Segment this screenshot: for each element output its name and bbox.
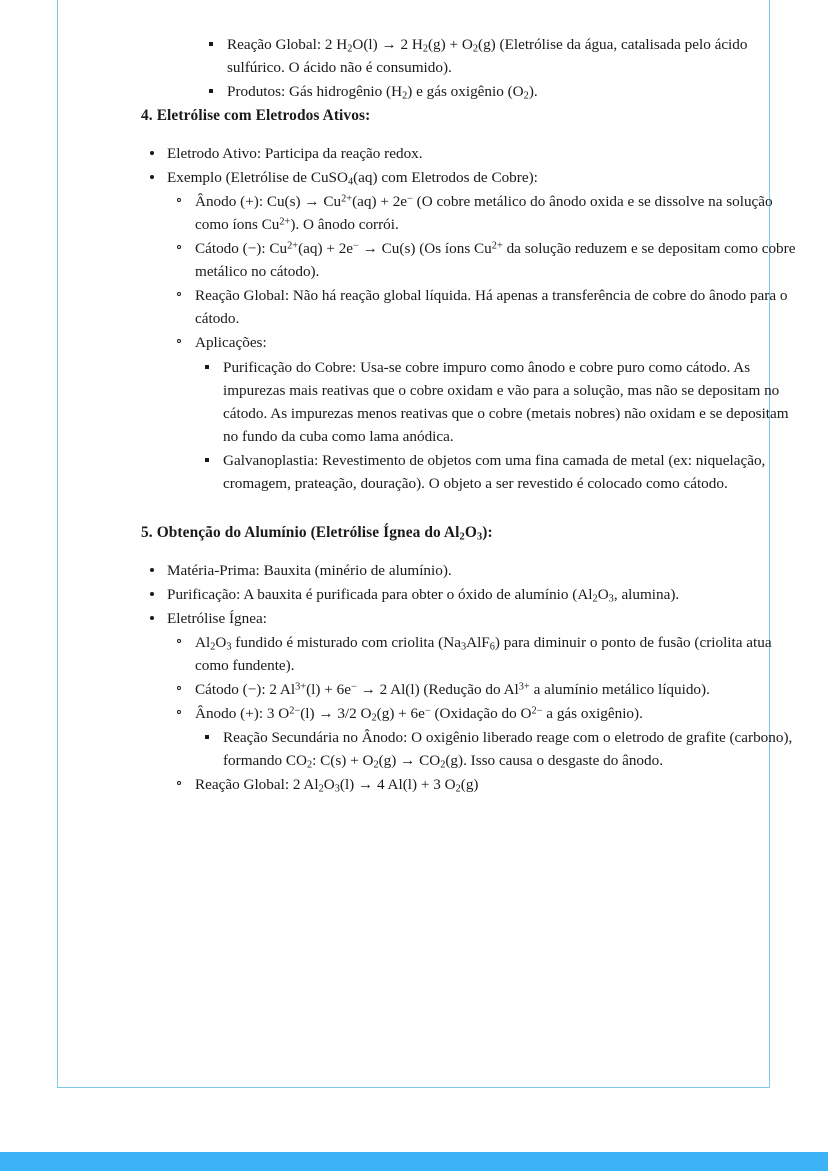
list-item [167,284,801,330]
document-content [141,32,801,797]
list-item [141,583,801,606]
list-item [199,80,801,103]
sections-root [141,104,801,796]
list-item-text: Exemplo (Eletrólise de CuSO$_4$(aq) com Eletrodos de Cobre): [167,168,538,188]
list-item-text: Reação Global: 2 $Al_2O_3(l) \to 4$ Al(l) + 3 $O_2(g)$ [195,776,479,795]
bullet-list-level-2 [167,631,801,797]
list-item [167,678,801,701]
list-item-text: Reação Global: Não há reação global líquida. Há apenas a transferência de cobre do ânodo para o cátodo. [195,287,788,328]
list-item-text: Reação Global: 2 $H_2O(l) \to 2$ $H_2(g) + O_2(g)$ (Eletrólise da água, catalisada pelo ácido sulfúrico. O ácido não é consumido). [227,36,748,77]
list-item [195,449,801,495]
list-item [141,607,801,797]
bullet-list-level-1 [141,142,801,495]
list-item-text: Ânodo (+): $Cu(s) \to Cu^{2+}(aq) + 2e^-$ (O cobre metálico do ânodo oxida e se dissolve na solução como íons $Cu^{2+}$). O ânodo corrói. [195,192,773,233]
list-item-text: Matéria-Prima: Bauxita (minério de alumínio). [167,561,452,579]
list-item-text: $Al_2O_3$ fundido é misturado com criolita $(Na_3AlF_6)$ para diminuir o ponto de fusão (criolita atua como fundente). [195,633,772,674]
section-heading: 4. Eletrólise com Eletrodos Ativos: [141,107,371,125]
list-item-text: Cátodo (−): $Cu^{2+}(aq) + 2e^- \to Cu(s)$ (Os íons $Cu^{2+}$ da solução reduzem e se depositam como cobre metálico no cátodo). [195,240,796,281]
list-item [141,142,801,165]
list-item [195,726,801,772]
list-item [141,166,801,495]
list-item [199,33,801,79]
bullet-list-level-3 [195,356,801,496]
list-item-text: Reação Secundária no Ânodo: O oxigênio liberado reage com o eletrodo de grafite (carbono), formando $CO_2$: $C(s) + O_2(g) \to CO_2(g)$. Isso causa o desgaste do ânodo. [223,729,793,771]
list-item [167,773,801,796]
document-page-frame [57,0,796,1088]
bullet-list-level-1 [141,559,801,797]
bullet-list-level-3 [195,726,801,772]
list-item-text: Eletrólise Ígnea: [167,609,267,627]
list-item-text: Purificação: A bauxita é purificada para obter o óxido de alumínio ($Al_2O_3$, alumina). [167,585,680,604]
section-heading: 5. Obtenção do Alumínio (Eletrólise Ígnea do $Al_2O_3$): [141,524,493,543]
list-item-text: Aplicações: [195,334,267,352]
list-item-text: Ânodo (+): 3 $O^{2-}(l) \to 3/2$ $O_2(g) + 6e^-$ (Oxidação do $O^{2-}$ a gás oxigênio). [195,705,643,724]
list-item [167,190,801,236]
list-item-text: Cátodo (−): 2 $Al^{3+}(l) + 6e^- \to 2$ Al(l) (Redução do $Al^{3+}$ a alumínio metálico líquido). [195,680,710,698]
list-item-text: Eletrodo Ativo: Participa da reação redox. [167,144,423,162]
page-bottom-accent-bar [0,1152,828,1171]
list-item-text: Produtos: Gás hidrogênio $(H_2)$ e gás oxigênio $(O_2)$. [227,83,538,102]
list-item [167,702,801,772]
carryover-list [199,33,801,103]
list-item-text: Galvanoplastia: Revestimento de objetos com uma fina camada de metal (ex: niquelação, cromagem, prateação, douração). O objeto a ser revestido é colocado como cátodo. [223,451,766,492]
list-item [167,237,801,283]
list-item [195,356,801,448]
list-item [167,331,801,495]
bullet-list-level-2 [167,190,801,495]
list-item [167,631,801,677]
list-item-text: Purificação do Cobre: Usa-se cobre impuro como ânodo e cobre puro como cátodo. As impurezas mais reativas que o cobre oxidam e vão para a solução, mas não se depositam no cátodo. As impurezas menos reativas que o cobre (metais nobres) não oxidam e se depositam no fundo da cuba como lama anódica. [223,358,789,445]
list-item [141,559,801,582]
